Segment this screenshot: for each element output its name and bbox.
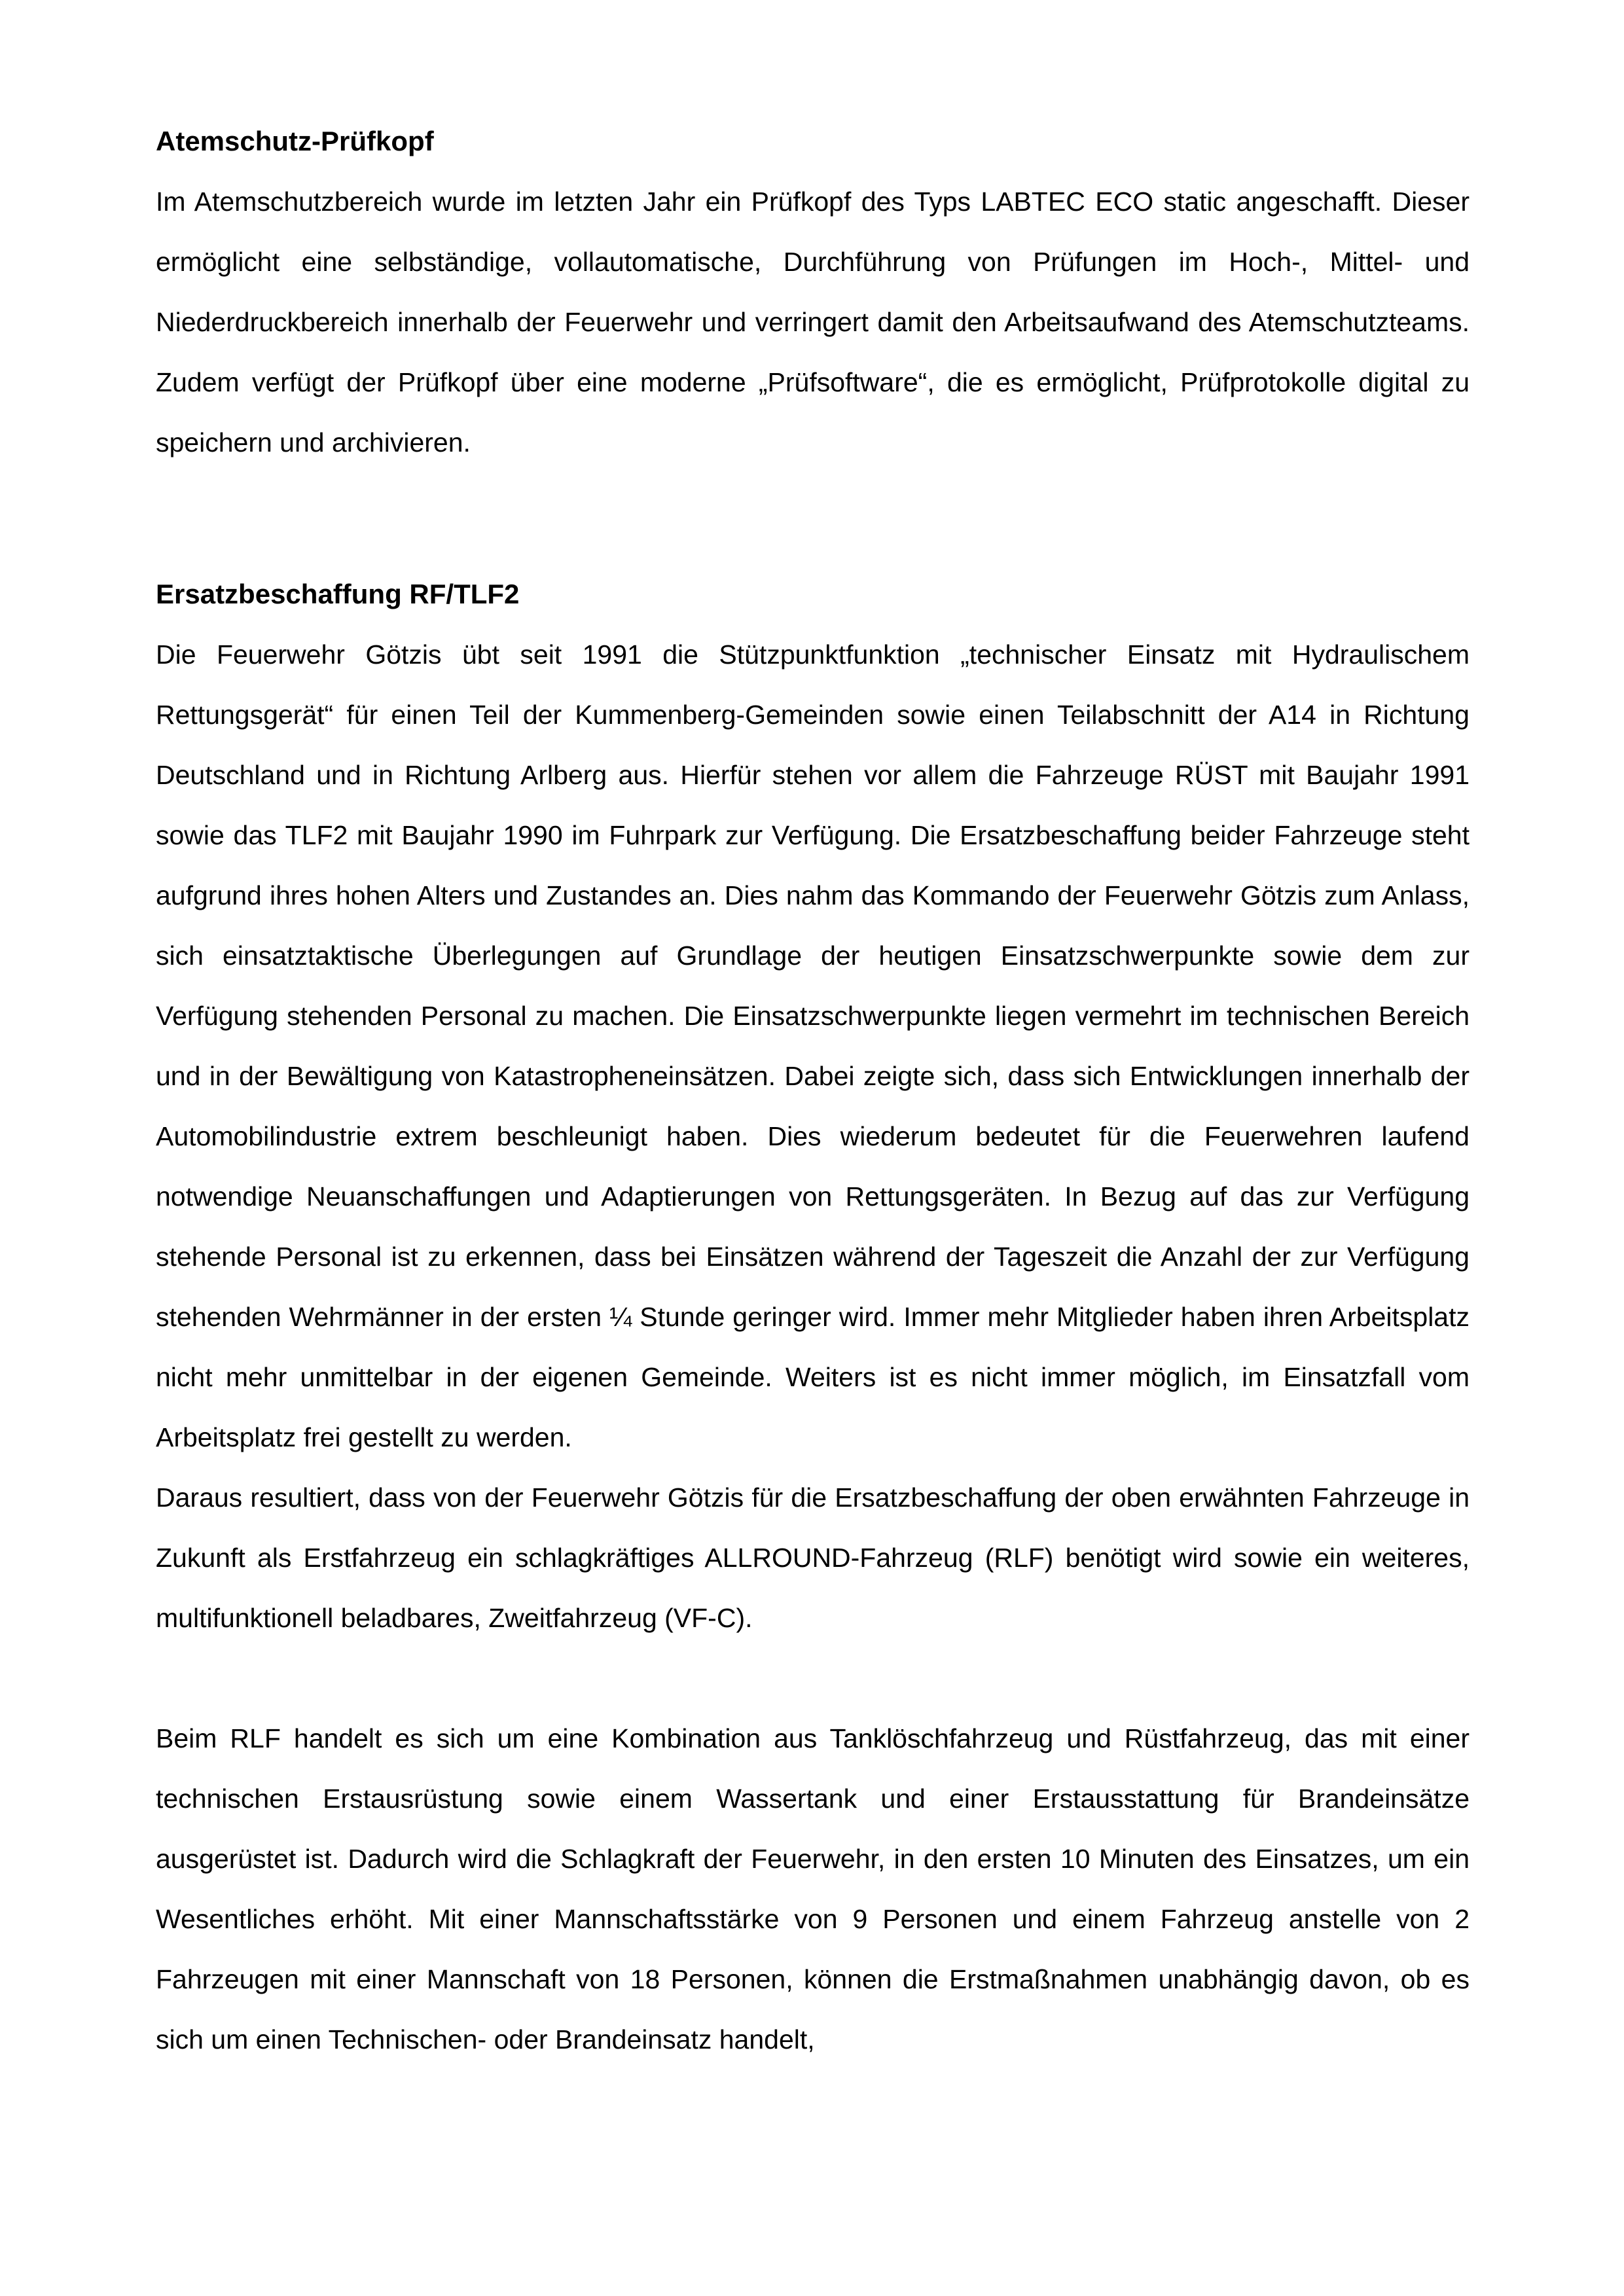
section-heading-ersatzbeschaffung: Ersatzbeschaffung RF/TLF2 xyxy=(156,579,520,609)
paragraph-rlf: Beim RLF handelt es sich um eine Kombination aus Tanklöschfahrzeug und Rüstfahrzeug, das mit einer technischen Erstausrüstung sowie einem Wassertank und einer Erstausstattung für Brandeinsätze ausgerüstet ist. Dadurch wird die Schlagkraft der Feuerwehr, in den ersten 10 Minuten des Einsatzes, um ein Wesentliches erhöht. Mit einer Mannschaftsstärke von 9 Personen und einem Fahrzeug anstelle von 2 Fahrzeugen mit einer Mannschaft von 18 Personen, können die Erstmaßnahmen unabhängig davon, ob es sich um einen Technischen- oder Brandeinsatz handelt, xyxy=(156,1723,1470,2054)
paragraph-stuetzpunkt: Die Feuerwehr Götzis übt seit 1991 die Stützpunktfunktion „technischer Einsatz mit Hydraulischem Rettungsgerät“ für einen Teil der Kummenberg-Gemeinden sowie einen Teilabschnitt der A14 in Richtung Deutschland und in Richtung Arlberg aus. Hierfür stehen vor allem die Fahrzeuge RÜST mit Baujahr 1991 sowie das TLF2 mit Baujahr 1990 im Fuhrpark zur Verfügung. Die Ersatzbeschaffung beider Fahrzeuge steht aufgrund ihres hohen Alters und Zustandes an. Dies nahm das Kommando der Feuerwehr Götzis zum Anlass, sich einsatztaktische Überlegungen auf Grundlage der heutigen Einsatzschwerpunkte sowie dem zur Verfügung stehenden Personal zu machen. Die Einsatzschwerpunkte liegen vermehrt im technischen Bereich und in der Bewältigung von Katastropheneinsätzen. Dabei zeigte sich, dass sich Entwicklungen innerhalb der Automobilindustrie extrem beschleunigt haben. Dies wiederum bedeutet für die Feuerwehren laufend notwendige Neuanschaffungen und Adaptierungen von Rettungsgeräten. In Bezug auf das zur Verfügung stehende Personal ist zu erkennen, dass bei Einsätzen während der Tageszeit die Anzahl der zur Verfügung stehenden Wehrmänner in der ersten ¼ Stunde geringer wird. Immer mehr Mitglieder haben ihren Arbeitsplatz nicht mehr unmittelbar in der eigenen Gemeinde. Weiters ist es nicht immer möglich, im Einsatzfall vom Arbeitsplatz frei gestellt zu werden. xyxy=(156,639,1470,1452)
section-spacer xyxy=(156,473,1470,564)
section-heading-atemschutz: Atemschutz-Prüfkopf xyxy=(156,126,434,156)
paragraph-spacer xyxy=(156,1648,1470,1708)
paragraph-atemschutz: Im Atemschutzbereich wurde im letzten Jahr ein Prüfkopf des Typs LABTEC ECO static angeschafft. Dieser ermöglicht eine selbständige, vollautomatische, Durchführung von Prüfungen im Hoch-, Mittel- und Niederdruckbereich innerhalb der Feuerwehr und verringert damit den Arbeitsaufwand des Atemschutzteams. Zudem verfügt der Prüfkopf über eine moderne „Prüfsoftware“, die es ermöglicht, Prüfprotokolle digital zu speichern und archivieren. xyxy=(156,187,1470,457)
paragraph-daraus-resultiert: Daraus resultiert, dass von der Feuerwehr Götzis für die Ersatzbeschaffung der oben erwähnten Fahrzeuge in Zukunft als Erstfahrzeug ein schlagkräftiges ALLROUND-Fahrzeug (RLF) benötigt wird sowie ein weiteres, multifunktionell beladbares, Zweitfahrzeug (VF-C). xyxy=(156,1482,1470,1633)
document-page xyxy=(156,111,1470,2070)
